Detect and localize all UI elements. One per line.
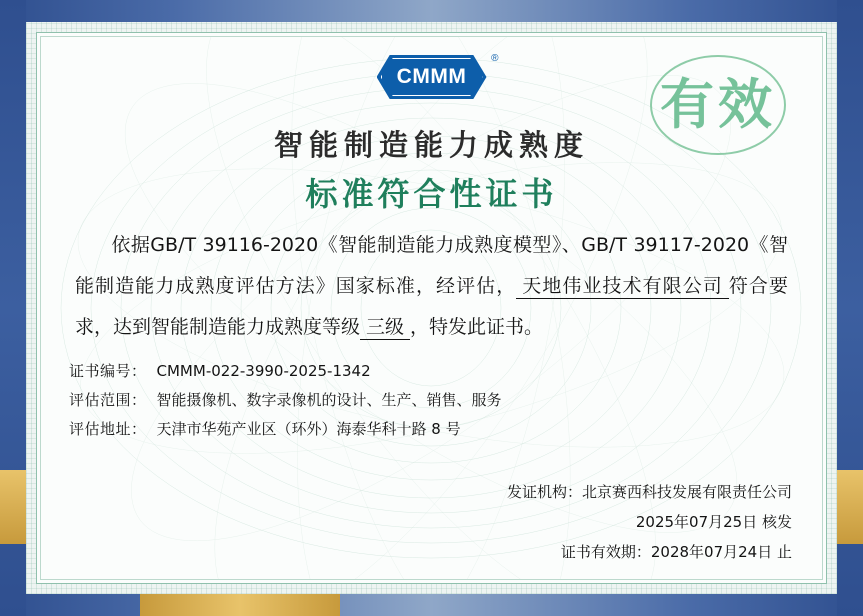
field-value: 天津市华苑产业区（环外）海泰华科十路 8 号 (156, 420, 461, 438)
maturity-level: 三级 (360, 316, 410, 340)
certificate-title-sub: 标准符合性证书 (305, 175, 558, 213)
cmmm-logo-text: CMMM (396, 65, 467, 88)
field-row (69, 415, 502, 444)
field-label: 证书编号： (69, 362, 147, 380)
issuer-value: 北京赛西科技发展有限责任公司 (581, 483, 792, 501)
field-value: CMMM-022-3990-2025-1342 (156, 362, 371, 380)
body-part3: ，特发此证书。 (410, 316, 544, 338)
gold-accent-bottom (140, 594, 340, 616)
frame-band-bottom (0, 594, 863, 616)
registered-mark-icon: ® (491, 53, 499, 64)
issuer-row (507, 477, 792, 507)
field-row (69, 386, 502, 415)
field-label: 评估范围： (69, 391, 147, 409)
body-part1: 依据GB/T 39116-2020《智能制造能力成熟度模型》、GB/T 39117-2020《智能制造能力成熟度评估方法》国家标准，经评估， (75, 234, 788, 297)
gold-accent-right (837, 470, 863, 544)
issue-date-row (507, 507, 792, 537)
certificate-title-main: 智能制造能力成熟度 (273, 128, 589, 162)
gold-accent-left (0, 470, 26, 544)
field-value: 智能摄像机、数字录像机的设计、生产、销售、服务 (156, 391, 502, 409)
certificate-content (41, 37, 822, 579)
issue-date-value: 2025年07月25日 核发 (635, 513, 792, 531)
expiry-label: 证书有效期： (560, 543, 651, 561)
field-label: 评估地址： (69, 420, 147, 438)
issuer-block (507, 477, 792, 567)
expiry-value: 2028年07月24日 止 (650, 543, 792, 561)
certificate-fields (69, 357, 502, 444)
field-row (69, 357, 502, 386)
expiry-row (507, 537, 792, 567)
certificate-body (75, 225, 788, 348)
cmmm-logo-icon (377, 53, 499, 99)
issuer-label: 发证机构： (506, 483, 582, 501)
validity-seal-stamp: 有效 (650, 55, 786, 155)
company-name: 天地伟业技术有限公司 (516, 275, 729, 299)
body-part2: 符合要求，达到智能制造能力成熟度等级 (75, 275, 788, 338)
frame-band-top (0, 0, 863, 22)
